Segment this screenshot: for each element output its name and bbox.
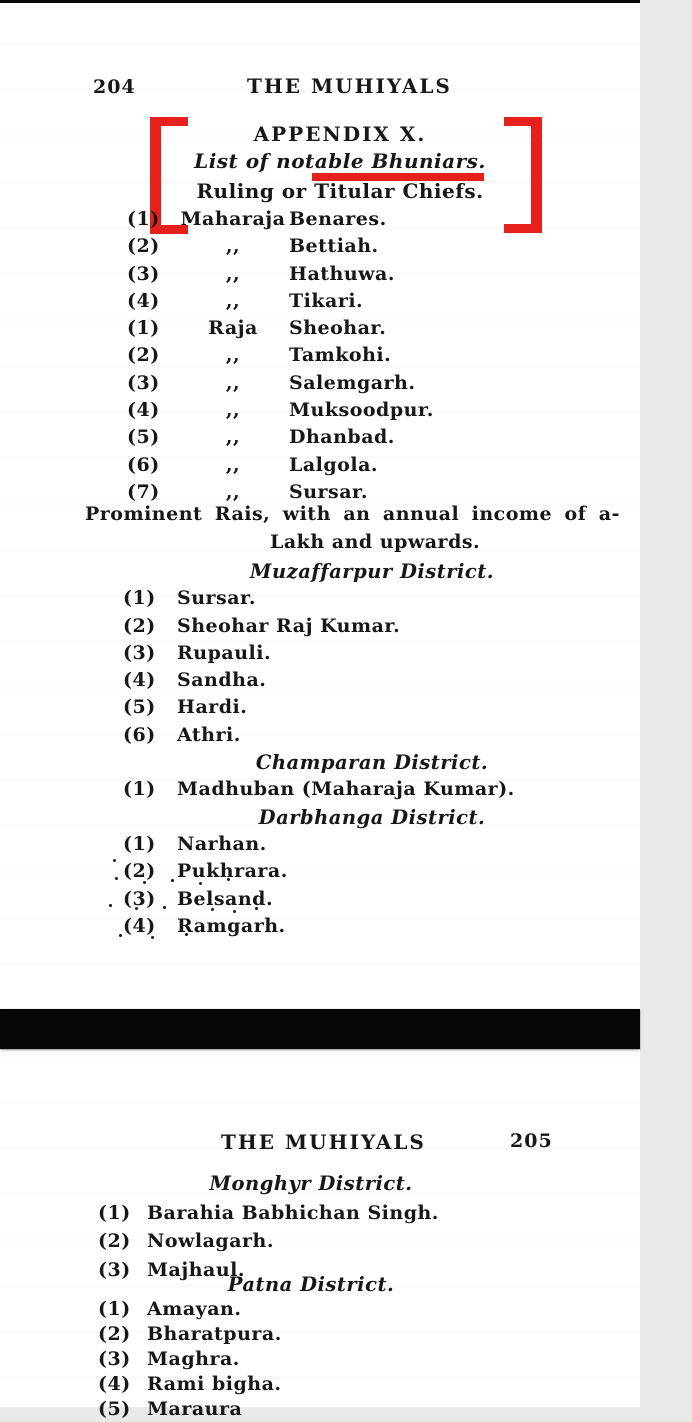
- chief-title: ,,: [225, 480, 241, 503]
- list-item-name: Madhuban (Maharaja Kumar).: [177, 778, 515, 801]
- list-item: [0, 886, 640, 913]
- list-item-number: (6): [127, 453, 160, 476]
- list-item-name: Sheohar Raj Kumar.: [177, 614, 401, 637]
- list-item-number: (2): [127, 235, 160, 258]
- list-item: [0, 667, 640, 694]
- chiefs-list: [0, 206, 640, 506]
- list-item: [0, 831, 640, 858]
- chiefs-list-row: [0, 233, 640, 260]
- district-section: [0, 804, 640, 940]
- chief-title: ,,: [225, 453, 241, 476]
- district-heading: Champaran District.: [255, 751, 489, 775]
- running-title-204: THE MUHIYALS: [247, 74, 452, 98]
- list-item: [0, 613, 640, 640]
- list-item-number: (1): [98, 1298, 131, 1320]
- chief-name: Sheohar.: [289, 317, 387, 340]
- list-item-number: (2): [123, 860, 156, 883]
- list-item-name: Nowlagarh.: [147, 1230, 274, 1252]
- scan-noise-speckles: [115, 877, 118, 880]
- running-title-205: THE MUHIYALS: [221, 1130, 426, 1154]
- list-item-number: (1): [123, 587, 156, 610]
- chief-name: Bettiah.: [289, 235, 379, 258]
- list-item-number: (1): [123, 832, 156, 855]
- chief-name: Benares.: [289, 208, 387, 230]
- list-item-number: (1): [123, 778, 156, 801]
- list-item-name: Rami bigha.: [147, 1373, 282, 1395]
- list-item: [0, 1347, 640, 1372]
- list-item-number: (1): [127, 317, 160, 340]
- chief-name: Sursar.: [289, 480, 368, 503]
- district-section: [0, 1272, 640, 1422]
- list-item: [0, 1322, 640, 1347]
- chiefs-list-row: [0, 288, 640, 315]
- chief-name: Tikari.: [289, 289, 364, 312]
- list-item-name: Bharatpura.: [147, 1323, 282, 1345]
- list-item-name: Hardi.: [177, 696, 248, 719]
- chief-title: ,,: [225, 262, 241, 285]
- list-item: [0, 1199, 640, 1228]
- district-heading: Monghyr District.: [209, 1172, 413, 1195]
- list-item-number: (3): [127, 262, 160, 285]
- chief-name: Salemgarh.: [289, 371, 416, 394]
- list-item: [0, 913, 640, 940]
- list-item: [0, 1397, 640, 1422]
- list-item-name: Pukhrara.: [177, 860, 288, 883]
- list-item-name: Barahia Babhichan Singh.: [147, 1201, 439, 1224]
- chief-title: ,,: [225, 235, 241, 258]
- list-item-number: (3): [127, 371, 160, 394]
- chief-title: ,,: [225, 344, 241, 367]
- list-item-name: Maghra.: [147, 1348, 240, 1370]
- list-item-number: (2): [123, 614, 156, 637]
- chiefs-list-row: [0, 370, 640, 397]
- list-item: [0, 1297, 640, 1322]
- chief-title: Raja: [208, 317, 258, 340]
- chiefs-list-row: [0, 397, 640, 424]
- list-item-number: (4): [127, 289, 160, 312]
- list-item-number: (3): [98, 1348, 131, 1370]
- list-item-name: Ramgarh.: [177, 914, 286, 937]
- chiefs-list-row: [0, 206, 640, 233]
- scan-separator-band: [0, 1009, 640, 1049]
- appendix-subtitle: List of notable Bhuniars.: [194, 149, 486, 173]
- list-item: [0, 640, 640, 667]
- district-sections-205: [0, 1170, 640, 1422]
- list-item-number: (4): [123, 669, 156, 692]
- list-item-number: (1): [127, 208, 160, 230]
- list-item: [0, 585, 640, 612]
- chief-title: Maharaja: [180, 208, 286, 230]
- list-item-name: Belsand.: [177, 887, 274, 910]
- list-item-name: Sursar.: [177, 587, 256, 610]
- appendix-title: APPENDIX X.: [253, 122, 427, 146]
- chiefs-list-row: [0, 424, 640, 451]
- chief-title: ,,: [225, 399, 241, 422]
- list-item-name: Amayan.: [147, 1298, 242, 1320]
- list-item-number: (5): [98, 1398, 131, 1420]
- list-item: [0, 776, 640, 803]
- chief-name: Lalgola.: [289, 453, 378, 476]
- list-item-number: (5): [123, 696, 156, 719]
- chiefs-list-row: [0, 452, 640, 479]
- district-heading: Darbhanga District.: [258, 805, 486, 829]
- list-item-number: (1): [98, 1201, 131, 1224]
- list-item-number: (3): [98, 1258, 131, 1281]
- list-item-number: (5): [127, 426, 160, 449]
- district-section: [0, 558, 640, 749]
- district-sections-204: [0, 558, 640, 940]
- list-item-number: (4): [98, 1373, 131, 1395]
- district-section: [0, 1170, 640, 1284]
- list-item-name: Maraura: [147, 1398, 243, 1420]
- district-heading: Patna District.: [227, 1273, 395, 1296]
- list-item-number: (2): [127, 344, 160, 367]
- list-item-name: Sandha.: [177, 669, 267, 692]
- chief-name: Hathuwa.: [289, 262, 395, 285]
- list-item-name: Rupauli.: [177, 641, 272, 664]
- list-item: [0, 1227, 640, 1256]
- list-item: [0, 694, 640, 721]
- list-item-number: (3): [123, 887, 156, 910]
- list-item-number: (2): [98, 1323, 131, 1345]
- list-item-number: (4): [127, 399, 160, 422]
- district-section: [0, 749, 640, 804]
- appendix-heading: Ruling or Titular Chiefs.: [196, 179, 484, 203]
- chief-name: Muksoodpur.: [289, 399, 434, 422]
- list-item-name: Majhaul.: [147, 1258, 245, 1281]
- list-item-number: (3): [123, 641, 156, 664]
- page-number-205: 205: [510, 1130, 553, 1152]
- list-item-number: (4): [123, 914, 156, 937]
- chief-name: Tamkohi.: [289, 344, 392, 367]
- list-item-name: Athri.: [177, 723, 241, 746]
- chief-title: ,,: [225, 426, 241, 449]
- chief-title: ,,: [225, 371, 241, 394]
- list-item: [0, 858, 640, 885]
- list-item-name: Narhan.: [177, 832, 267, 855]
- scan-top-edge-line: [0, 0, 640, 3]
- list-item: [0, 722, 640, 749]
- chief-title: ,,: [225, 289, 241, 312]
- chief-name: Dhanbad.: [289, 426, 395, 449]
- chiefs-list-row: [0, 342, 640, 369]
- list-item-number: (7): [127, 480, 160, 503]
- chiefs-list-row: [0, 315, 640, 342]
- list-item: [0, 1372, 640, 1397]
- rais-heading-line1: Prominent Rais, with an annual income of a-: [85, 503, 620, 525]
- list-item-number: (6): [123, 723, 156, 746]
- page-number-204: 204: [93, 76, 136, 98]
- rais-heading-line2: Lakh and upwards.: [270, 531, 481, 553]
- district-heading: Muzaffarpur District.: [249, 560, 495, 583]
- chiefs-list-row: [0, 261, 640, 288]
- list-item-number: (2): [98, 1230, 131, 1252]
